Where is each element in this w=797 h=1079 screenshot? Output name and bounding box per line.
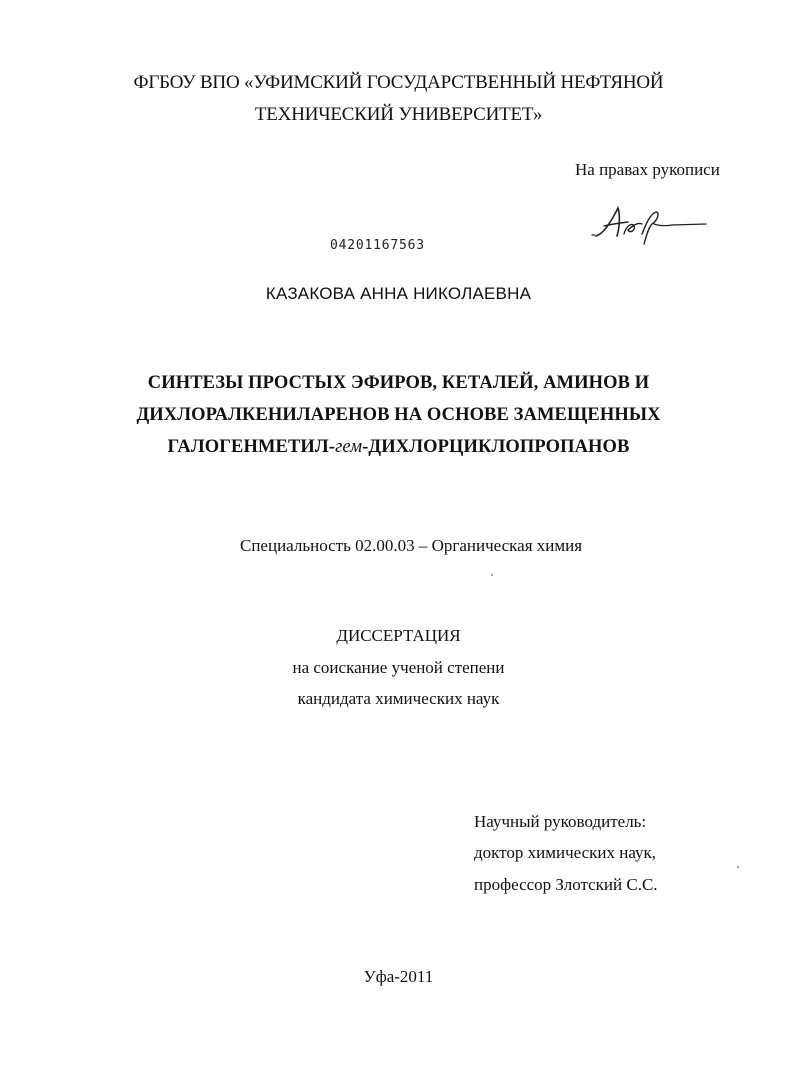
- university-name-line1: ФГБОУ ВПО «УФИМСКИЙ ГОСУДАРСТВЕННЫЙ НЕФТЯНОЙ: [133, 72, 664, 93]
- dissertation-title-line1: СИНТЕЗЫ ПРОСТЫХ ЭФИРОВ, КЕТАЛЕЙ, АМИНОВ И: [147, 373, 650, 393]
- dissertation-title-line2: ДИХЛОРАЛКЕНИЛАРЕНОВ НА ОСНОВЕ ЗАМЕЩЕННЫХ: [136, 405, 661, 425]
- scan-speck: [491, 574, 493, 576]
- supervisor-degree: доктор химических наук,: [474, 843, 657, 862]
- dissertation-heading: ДИССЕРТАЦИЯ: [336, 626, 461, 645]
- title-line3-italic: гем: [335, 437, 363, 457]
- supervisor-label: Научный руководитель:: [474, 812, 647, 831]
- specialty: Специальность 02.00.03 – Органическая химия: [240, 536, 583, 555]
- supervisor-name: профессор Злотский С.С.: [474, 875, 658, 894]
- author-name: КАЗАКОВА АННА НИКОЛАЕВНА: [265, 284, 532, 303]
- title-line3-prefix: ГАЛОГЕНМЕТИЛ-: [167, 437, 336, 457]
- scan-speck: [737, 866, 739, 868]
- handwritten-signature-icon: [590, 200, 710, 245]
- title-line3-suffix: -ДИХЛОРЦИКЛОПРОПАНОВ: [362, 437, 630, 457]
- degree-line1: на соискание ученой степени: [292, 658, 505, 677]
- degree-line2: кандидата химических наук: [297, 689, 500, 708]
- university-name-line2: ТЕХНИЧЕСКИЙ УНИВЕРСИТЕТ»: [254, 104, 543, 125]
- city-year: Уфа-2011: [363, 967, 434, 986]
- dissertation-title-line3: [0, 437, 797, 458]
- rights-note: На правах рукописи: [575, 160, 720, 179]
- registration-number: 04201167563: [330, 238, 425, 253]
